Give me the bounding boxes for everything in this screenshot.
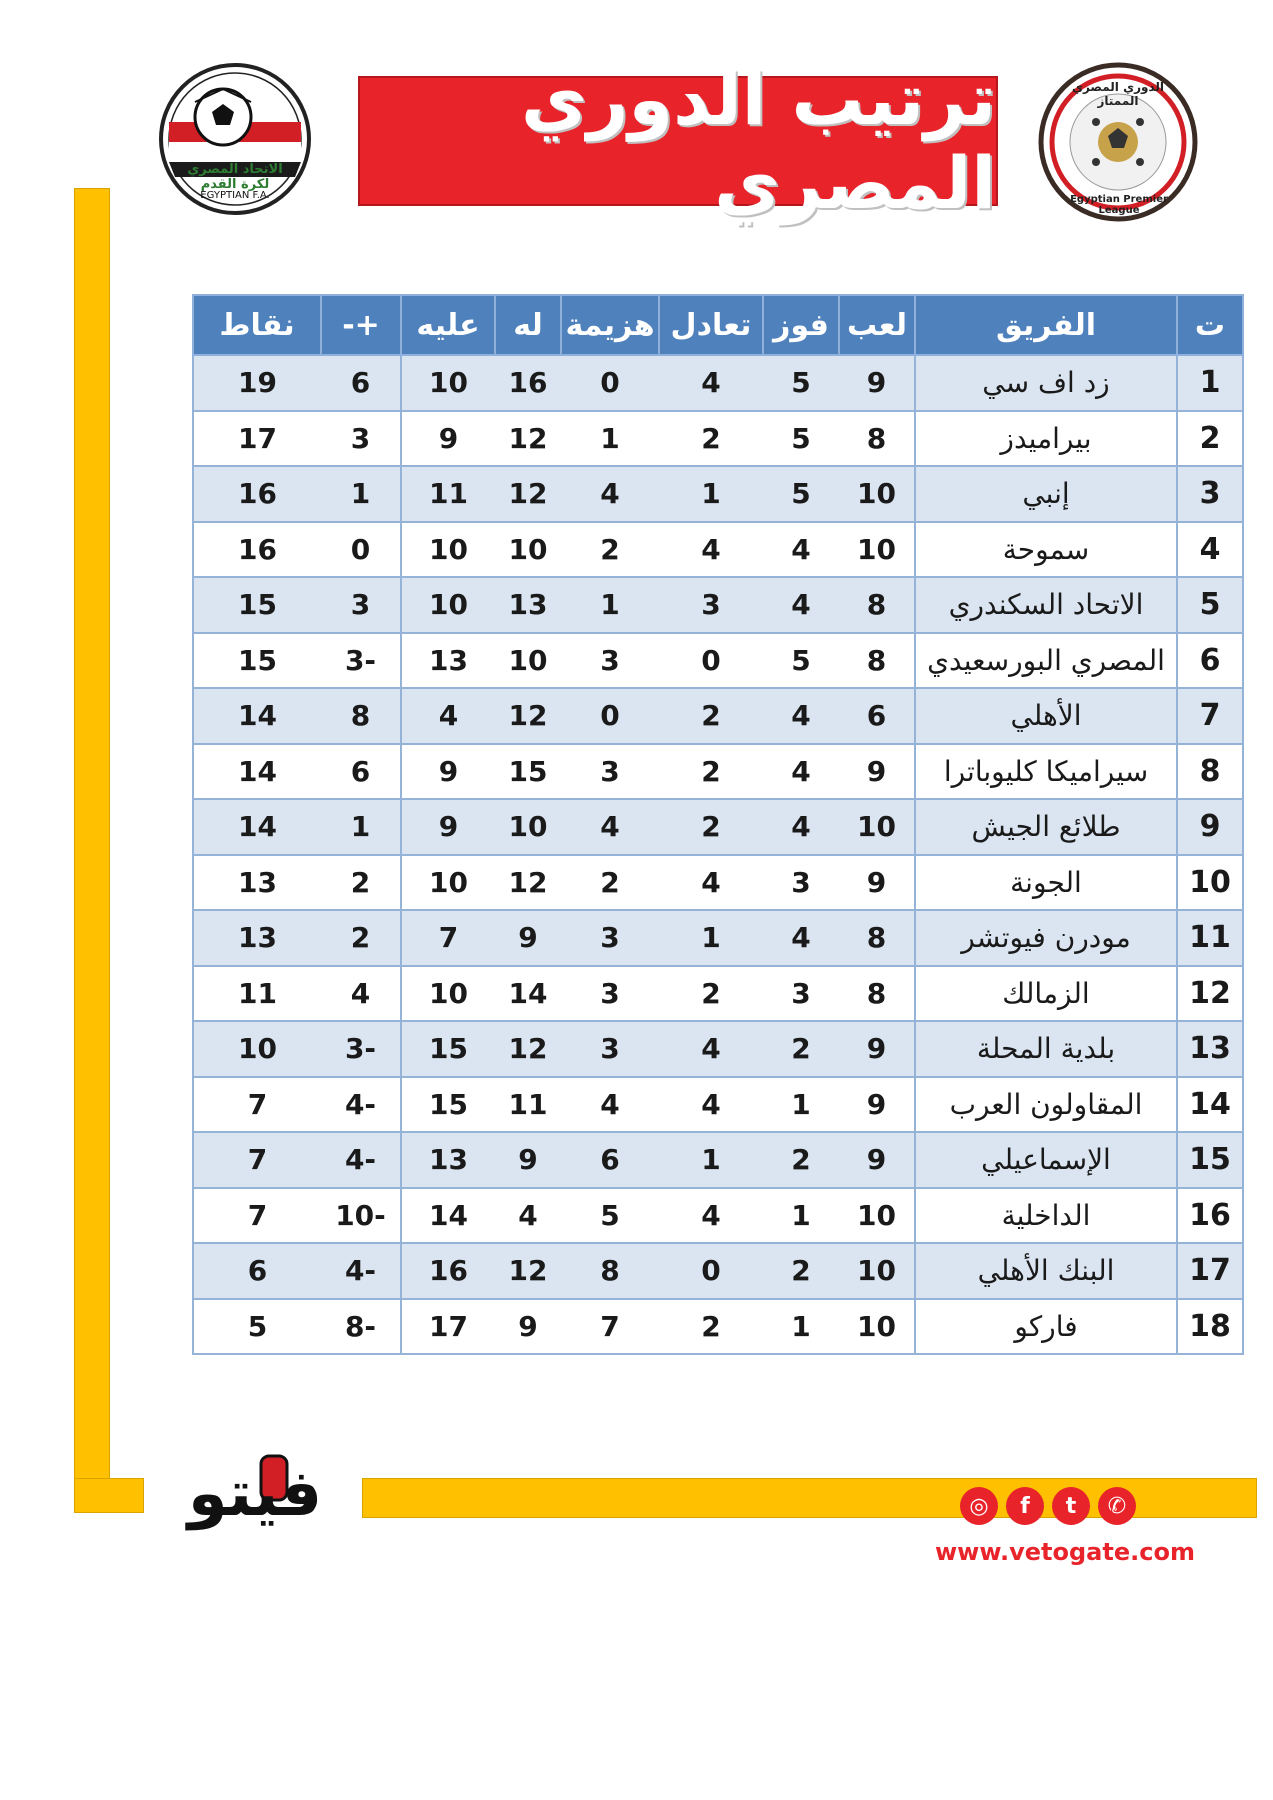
cell-pts: 15 [193,577,321,633]
cell-drawn: 4 [659,1188,763,1244]
cell-gd: 8 [321,688,401,744]
header-goal-difference: +- [321,295,401,355]
cell-pts: 17 [193,411,321,467]
cell-gd: 2 [321,855,401,911]
cell-won: 4 [763,522,839,578]
cell-won: 2 [763,1132,839,1188]
cell-goals-against: 10 [401,966,495,1022]
title-banner [358,57,998,225]
cell-team: الأهلي [915,688,1177,744]
vito-logo [165,1448,345,1538]
cell-goals-against: 11 [401,466,495,522]
cell-drawn: 4 [659,522,763,578]
cell-drawn: 2 [659,744,763,800]
cell-pts: 5 [193,1299,321,1355]
cell-played: 9 [839,355,915,411]
cell-rank: 3 [1177,466,1243,522]
cell-goals-against: 10 [401,855,495,911]
cell-goals-for: 11 [495,1077,561,1133]
cell-drawn: 4 [659,855,763,911]
cell-played: 6 [839,688,915,744]
cell-lost: 3 [561,966,659,1022]
cell-goals-for: 12 [495,466,561,522]
cell-lost: 4 [561,1077,659,1133]
cell-played: 10 [839,799,915,855]
cell-goals-for: 10 [495,799,561,855]
cell-gd: 2 [321,910,401,966]
egyptian-premier-league-logo-subtext: Egyptian Premier League [1070,194,1168,216]
cell-goals-for: 9 [495,1132,561,1188]
table-row [193,466,1243,522]
cell-goals-against: 10 [401,522,495,578]
table-row [193,1188,1243,1244]
cell-goals-for: 16 [495,355,561,411]
cell-won: 4 [763,799,839,855]
header-team: الفريق [915,295,1177,355]
cell-lost: 1 [561,577,659,633]
cell-rank: 18 [1177,1299,1243,1355]
cell-played: 9 [839,1077,915,1133]
cell-gd: 4 [321,966,401,1022]
cell-won: 1 [763,1299,839,1355]
header-drawn: تعادل [659,295,763,355]
cell-gd: -4 [321,1243,401,1299]
header-goals-for: له [495,295,561,355]
cell-gd: -3 [321,1021,401,1077]
cell-won: 2 [763,1243,839,1299]
cell-rank: 13 [1177,1021,1243,1077]
header-rank: ت [1177,295,1243,355]
table-row [193,1243,1243,1299]
table-row [193,1299,1243,1355]
header-goals-against: عليه [401,295,495,355]
cell-rank: 17 [1177,1243,1243,1299]
cell-drawn: 2 [659,966,763,1022]
cell-gd: 6 [321,744,401,800]
cell-gd: -4 [321,1077,401,1133]
cell-team: إنبي [915,466,1177,522]
cell-rank: 6 [1177,633,1243,689]
facebook-icon[interactable]: f [1006,1487,1044,1525]
cell-pts: 14 [193,799,321,855]
cell-rank: 12 [1177,966,1243,1022]
cell-lost: 0 [561,688,659,744]
cell-team: سموحة [915,522,1177,578]
cell-goals-against: 9 [401,799,495,855]
cell-team: مودرن فيوتشر [915,910,1177,966]
cell-pts: 14 [193,688,321,744]
page-title: ترتيب الدوري المصري [520,57,996,225]
cell-goals-for: 13 [495,577,561,633]
cell-drawn: 0 [659,633,763,689]
cell-won: 3 [763,966,839,1022]
cell-lost: 2 [561,855,659,911]
cell-played: 9 [839,1021,915,1077]
cell-lost: 1 [561,411,659,467]
cell-lost: 7 [561,1299,659,1355]
cell-played: 8 [839,411,915,467]
cell-goals-against: 9 [401,744,495,800]
cell-team: فاركو [915,1299,1177,1355]
cell-gd: -3 [321,633,401,689]
cell-rank: 14 [1177,1077,1243,1133]
table-row [193,355,1243,411]
header-played: لعب [839,295,915,355]
egyptian-fa-logo [155,62,315,217]
cell-pts: 11 [193,966,321,1022]
cell-gd: 0 [321,522,401,578]
cell-gd: 1 [321,466,401,522]
table-row [193,522,1243,578]
cell-won: 3 [763,855,839,911]
cell-goals-for: 12 [495,1021,561,1077]
cell-gd: -4 [321,1132,401,1188]
cell-rank: 8 [1177,744,1243,800]
table-row [193,1132,1243,1188]
cell-gd: 3 [321,411,401,467]
cell-lost: 5 [561,1188,659,1244]
cell-drawn: 1 [659,910,763,966]
cell-goals-against: 10 [401,577,495,633]
cell-team: الإسماعيلي [915,1132,1177,1188]
cell-goals-for: 15 [495,744,561,800]
cell-drawn: 3 [659,577,763,633]
cell-rank: 16 [1177,1188,1243,1244]
cell-played: 10 [839,1299,915,1355]
cell-rank: 7 [1177,688,1243,744]
cell-won: 4 [763,744,839,800]
decorative-yellow-bar-vertical [74,188,110,1513]
cell-goals-against: 15 [401,1077,495,1133]
cell-rank: 15 [1177,1132,1243,1188]
cell-gd: 1 [321,799,401,855]
cell-lost: 4 [561,799,659,855]
cell-rank: 9 [1177,799,1243,855]
cell-goals-against: 16 [401,1243,495,1299]
egyptian-premier-league-logo [1036,62,1201,222]
cell-team: المصري البورسعيدي [915,633,1177,689]
cell-lost: 3 [561,910,659,966]
cell-goals-against: 9 [401,411,495,467]
cell-played: 10 [839,1188,915,1244]
cell-goals-for: 12 [495,688,561,744]
table-row [193,1021,1243,1077]
table-header-row [193,295,1243,355]
table-row [193,633,1243,689]
cell-won: 5 [763,411,839,467]
cell-team: الداخلية [915,1188,1177,1244]
cell-goals-against: 7 [401,910,495,966]
cell-won: 4 [763,577,839,633]
table-row [193,411,1243,467]
cell-pts: 19 [193,355,321,411]
cell-team: البنك الأهلي [915,1243,1177,1299]
cell-goals-against: 13 [401,1132,495,1188]
cell-goals-for: 4 [495,1188,561,1244]
header-points: نقاط [193,295,321,355]
cell-team: المقاولون العرب [915,1077,1177,1133]
cell-drawn: 2 [659,688,763,744]
cell-goals-against: 15 [401,1021,495,1077]
standings-table-container [192,294,1242,1355]
cell-won: 1 [763,1188,839,1244]
cell-played: 10 [839,1243,915,1299]
cell-rank: 11 [1177,910,1243,966]
table-row [193,1077,1243,1133]
cell-gd: -8 [321,1299,401,1355]
cell-won: 4 [763,688,839,744]
cell-team: بيراميدز [915,411,1177,467]
cell-pts: 10 [193,1021,321,1077]
egyptian-premier-league-logo-text: الدوري المصري الممتاز [1071,80,1165,108]
cell-drawn: 2 [659,799,763,855]
cell-team: بلدية المحلة [915,1021,1177,1077]
cell-rank: 1 [1177,355,1243,411]
cell-pts: 16 [193,466,321,522]
cell-played: 8 [839,633,915,689]
cell-rank: 10 [1177,855,1243,911]
cell-drawn: 4 [659,1021,763,1077]
cell-team: زد اف سي [915,355,1177,411]
cell-pts: 13 [193,910,321,966]
standings-table-body [193,355,1243,1354]
header-lost: هزيمة [561,295,659,355]
cell-lost: 0 [561,355,659,411]
cell-gd: 6 [321,355,401,411]
cell-drawn: 1 [659,1132,763,1188]
social-icons [960,1487,1136,1527]
cell-goals-for: 9 [495,1299,561,1355]
cell-pts: 13 [193,855,321,911]
table-row [193,910,1243,966]
whatsapp-icon[interactable]: ✆ [1098,1487,1136,1525]
cell-won: 5 [763,355,839,411]
cell-goals-for: 12 [495,411,561,467]
table-row [193,577,1243,633]
cell-pts: 7 [193,1188,321,1244]
cell-team: سيراميكا كليوباترا [915,744,1177,800]
instagram-icon[interactable]: ◎ [960,1487,998,1525]
vito-logo-text: فيتو [187,1457,323,1531]
cell-gd: -10 [321,1188,401,1244]
website-link[interactable]: www.vetogate.com [935,1538,1195,1566]
cell-goals-against: 10 [401,355,495,411]
cell-team: طلائع الجيش [915,799,1177,855]
cell-played: 8 [839,910,915,966]
cell-gd: 3 [321,577,401,633]
cell-played: 9 [839,744,915,800]
cell-goals-against: 17 [401,1299,495,1355]
cell-lost: 3 [561,633,659,689]
table-row [193,799,1243,855]
cell-goals-for: 14 [495,966,561,1022]
cell-pts: 15 [193,633,321,689]
cell-played: 9 [839,1132,915,1188]
cell-rank: 4 [1177,522,1243,578]
cell-goals-for: 10 [495,522,561,578]
cell-played: 8 [839,966,915,1022]
cell-goals-for: 12 [495,855,561,911]
cell-lost: 2 [561,522,659,578]
cell-drawn: 4 [659,355,763,411]
table-row [193,744,1243,800]
cell-played: 10 [839,522,915,578]
cell-goals-against: 13 [401,633,495,689]
cell-lost: 8 [561,1243,659,1299]
cell-played: 10 [839,466,915,522]
cell-pts: 16 [193,522,321,578]
cell-played: 9 [839,855,915,911]
cell-lost: 3 [561,744,659,800]
cell-pts: 7 [193,1077,321,1133]
egyptian-fa-logo-subtext: EGYPTIAN F.A. [200,190,270,201]
cell-pts: 6 [193,1243,321,1299]
cell-lost: 4 [561,466,659,522]
table-row [193,688,1243,744]
header-won: فوز [763,295,839,355]
cell-lost: 3 [561,1021,659,1077]
cell-won: 1 [763,1077,839,1133]
cell-won: 5 [763,466,839,522]
table-row [193,966,1243,1022]
standings-table [192,294,1244,1355]
cell-goals-against: 14 [401,1188,495,1244]
cell-goals-against: 4 [401,688,495,744]
twitter-icon[interactable]: t [1052,1487,1090,1525]
cell-lost: 6 [561,1132,659,1188]
cell-pts: 7 [193,1132,321,1188]
cell-won: 2 [763,1021,839,1077]
cell-goals-for: 9 [495,910,561,966]
cell-won: 5 [763,633,839,689]
cell-drawn: 1 [659,466,763,522]
cell-drawn: 0 [659,1243,763,1299]
cell-team: الجونة [915,855,1177,911]
cell-team: الزمالك [915,966,1177,1022]
cell-team: الاتحاد السكندري [915,577,1177,633]
cell-rank: 2 [1177,411,1243,467]
cell-pts: 14 [193,744,321,800]
table-row [193,855,1243,911]
egyptian-fa-logo-text: الاتحاد المصري لكرة القدم [187,162,283,192]
cell-goals-for: 12 [495,1243,561,1299]
cell-rank: 5 [1177,577,1243,633]
cell-won: 4 [763,910,839,966]
cell-played: 8 [839,577,915,633]
cell-drawn: 2 [659,411,763,467]
cell-drawn: 2 [659,1299,763,1355]
cell-goals-for: 10 [495,633,561,689]
decorative-yellow-bar-bottom-left [74,1478,144,1513]
cell-drawn: 4 [659,1077,763,1133]
